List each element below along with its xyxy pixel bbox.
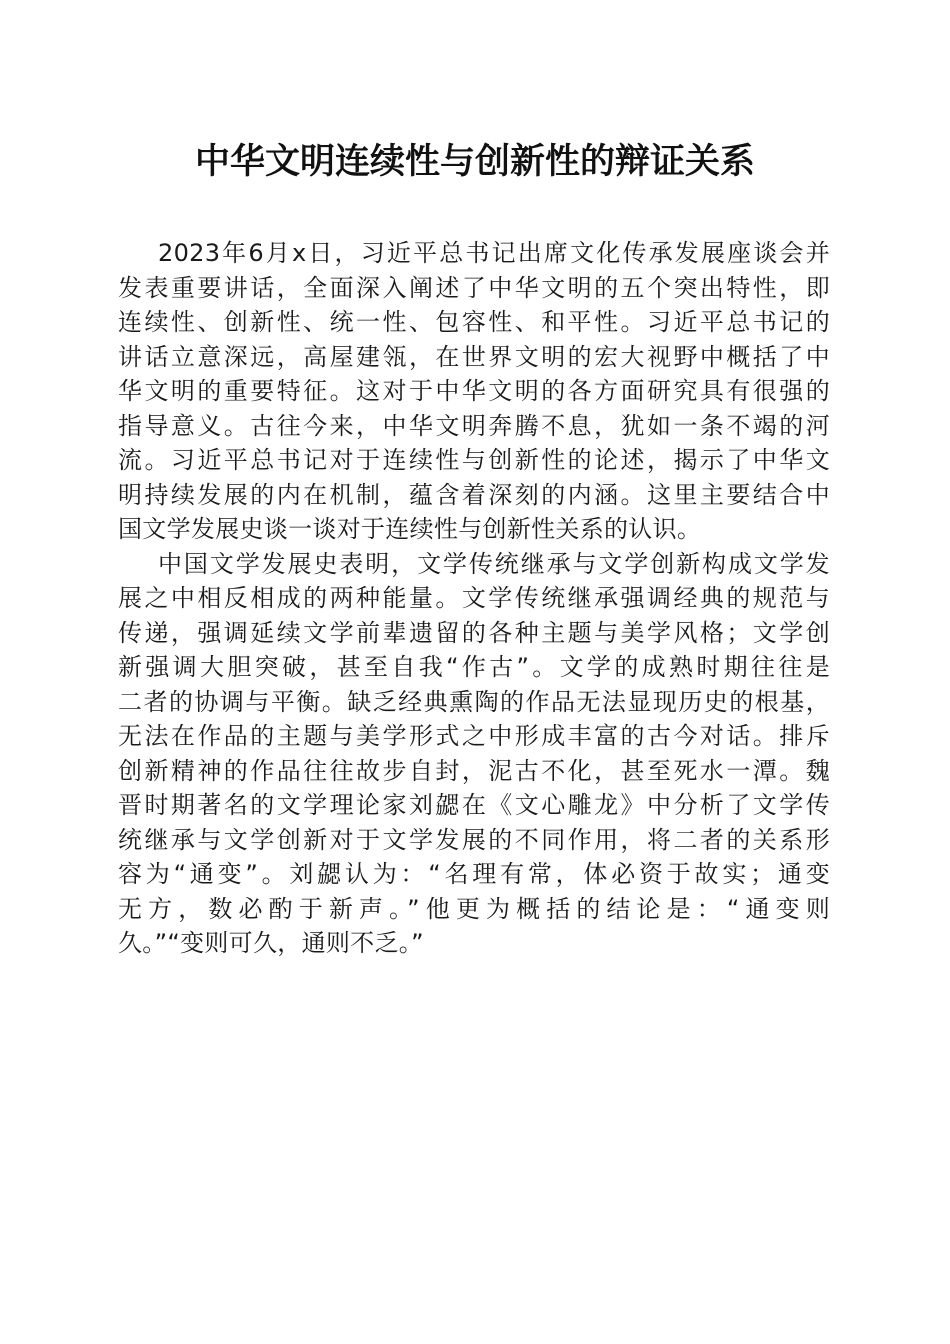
paragraph-1: [118, 233, 830, 544]
paragraph-2: [118, 544, 830, 958]
paragraph-line: 连续性、创新性、统一性、包容性、和平性。习近平总书记的: [118, 308, 830, 336]
paragraph-line: 二者的协调与平衡。缺乏经典熏陶的作品无法显现历史的根基，: [118, 687, 830, 716]
paragraph-line: 无法在作品的主题与美学形式之中形成丰富的古今对话。排斥: [118, 722, 830, 750]
paragraph-line: 流。习近平总书记对于连续性与创新性的论述，揭示了中华文: [118, 446, 830, 474]
paragraph-line: 国文学发展史谈一谈对于连续性与创新性关系的认识。: [118, 515, 702, 543]
paragraph-line: 统继承与文学创新对于文学发展的不同作用，将二者的关系形: [118, 825, 830, 854]
paragraph-line: 2023年6月x日，习近平总书记出席文化传承发展座谈会并: [158, 239, 830, 267]
document-title: 中华文明连续性与创新性的辩证关系: [194, 141, 755, 182]
paragraph-line: 中国文学发展史表明，文学传统继承与文学创新构成文学发: [158, 549, 830, 578]
paragraph-line: 创新精神的作品往往故步自封，泥古不化，甚至死水一潭。魏: [118, 756, 830, 785]
paragraph-line: 容为“通变”。刘勰认为：“名理有常，体必资于故实；通变: [118, 860, 830, 888]
paragraph-line: 晋时期著名的文学理论家刘勰在《文心雕龙》中分析了文学传: [118, 791, 830, 819]
paragraph-line: 指导意义。古往今来，中华文明奔腾不息，犹如一条不竭的河: [118, 411, 830, 440]
document-body: [118, 233, 830, 958]
paragraph-line: 展之中相反相成的两种能量。文学传统继承强调经典的规范与: [118, 584, 830, 612]
paragraph-line: 无方，数必酌于新声。”他更为概括的结论是：“通变则: [118, 894, 830, 923]
paragraph-line: 久。”“变则可久，通则不乏。”: [118, 929, 424, 957]
paragraph-line: 明持续发展的内在机制，蕴含着深刻的内涵。这里主要结合中: [118, 480, 830, 509]
paragraph-line: 传递，强调延续文学前辈遗留的各种主题与美学风格；文学创: [118, 618, 830, 647]
paragraph-line: 华文明的重要特征。这对于中华文明的各方面研究具有很强的: [118, 377, 830, 405]
paragraph-line: 讲话立意深远，高屋建瓴，在世界文明的宏大视野中概括了中: [118, 342, 830, 371]
paragraph-line: 新强调大胆突破，甚至自我“作古”。文学的成熟时期往往是: [118, 653, 830, 681]
paragraph-line: 发表重要讲话，全面深入阐述了中华文明的五个突出特性，即: [118, 273, 830, 302]
